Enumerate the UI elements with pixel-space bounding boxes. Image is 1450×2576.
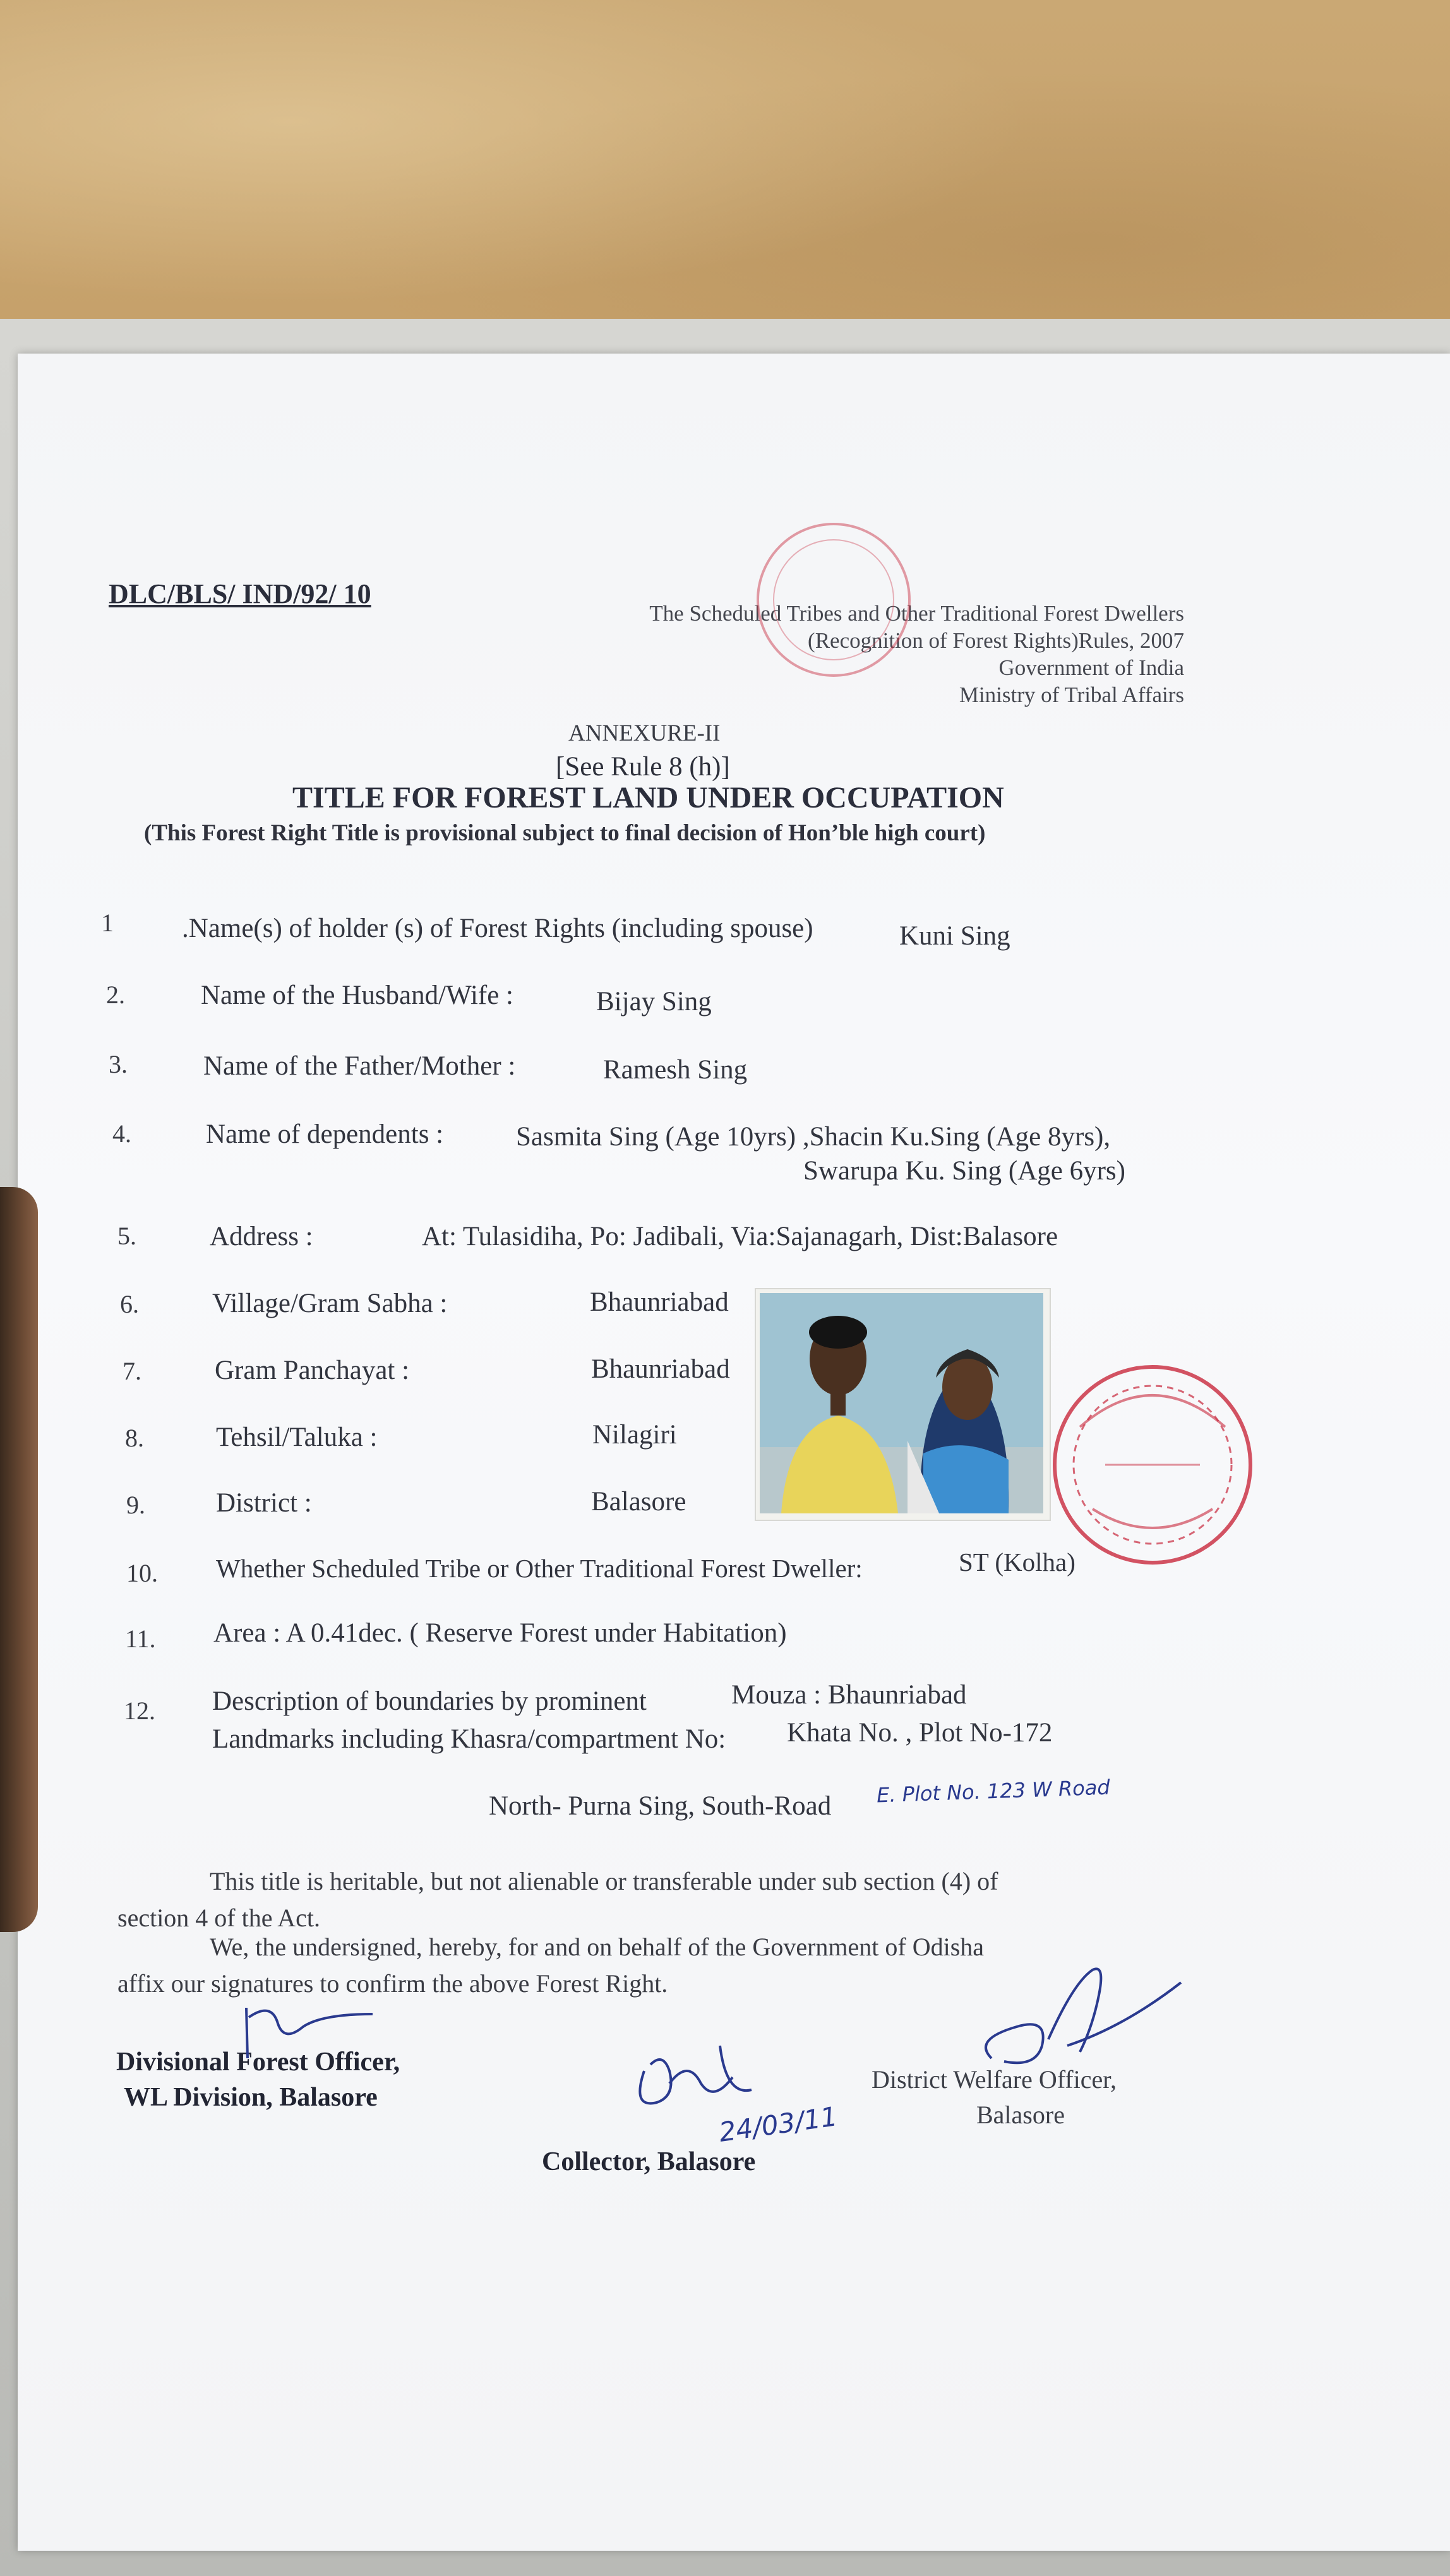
document-subtitle: (This Forest Right Title is provisional subject to final decision of Hon’ble high court) <box>144 820 986 846</box>
field-9-number: 9. <box>126 1491 145 1519</box>
field-7-value: Bhaunriabad <box>591 1354 730 1384</box>
field-1-label: .Name(s) of holder (s) of Forest Rights (including spouse) <box>182 914 813 943</box>
field-1-value: Kuni Sing <box>899 921 1010 951</box>
field-2-number: 2. <box>106 981 125 1009</box>
field-4-value: Sasmita Sing (Age 10yrs) ,Shacin Ku.Sing (Age 8yrs), <box>516 1122 1111 1152</box>
field-4-value-continued: Swarupa Ku. Sing (Age 6yrs) <box>803 1156 1125 1186</box>
dfo-signature <box>234 1989 385 2065</box>
field-12-label: Description of boundaries by prominent <box>212 1686 647 1716</box>
header-line-1: The Scheduled Tribes and Other Traditional Forest Dwellers <box>649 601 1184 626</box>
boundaries-text: North- Purna Sing, South-Road <box>489 1791 832 1821</box>
right-title-approved-stamp <box>1036 1339 1269 1591</box>
dwo-signature <box>966 1957 1194 2084</box>
field-9-label: District : <box>216 1488 312 1518</box>
see-rule-label: [See Rule 8 (h)] <box>556 752 730 782</box>
field-12-number: 12. <box>124 1696 155 1725</box>
field-2-value: Bijay Sing <box>596 987 712 1017</box>
field-10-label: Whether Scheduled Tribe or Other Traditional Forest Dweller: <box>216 1554 863 1583</box>
field-6-value: Bhaunriabad <box>590 1287 729 1317</box>
field-7-number: 7. <box>123 1357 141 1385</box>
field-12-label-continued: Landmarks including Khasra/compartment No: <box>212 1724 726 1754</box>
dwo-title: District Welfare Officer, <box>872 2065 1117 2094</box>
field-7-label: Gram Panchayat : <box>215 1356 410 1385</box>
field-8-value: Nilagiri <box>592 1420 677 1450</box>
field-11-number: 11. <box>125 1625 156 1653</box>
header-line-2: (Recognition of Forest Rights)Rules, 2007 <box>808 628 1184 653</box>
holder-photo <box>755 1288 1051 1521</box>
field-12-value-continued: Khata No. , Plot No-172 <box>787 1718 1053 1748</box>
dwo-location: Balasore <box>976 2101 1065 2129</box>
reference-number: DLC/BLS/ IND/92/ 10 <box>109 578 371 609</box>
undersigned-paragraph-line-2: affix our signatures to confirm the above Forest Right. <box>117 1969 668 1998</box>
header-line-4: Ministry of Tribal Affairs <box>959 683 1184 707</box>
field-10-number: 10. <box>126 1559 158 1587</box>
field-10-value: ST (Kolha) <box>959 1547 1076 1577</box>
field-6-label: Village/Gram Sabha : <box>212 1289 448 1318</box>
header-stamp <box>745 505 916 688</box>
field-9-value: Balasore <box>591 1487 686 1517</box>
field-5-value: At: Tulasidiha, Po: Jadibali, Via:Sajanagarh, Dist:Balasore <box>422 1222 1058 1251</box>
collector-title: Collector, Balasore <box>542 2147 756 2176</box>
field-3-number: 3. <box>109 1050 128 1078</box>
holding-hand <box>0 1187 38 1932</box>
field-3-label: Name of the Father/Mother : <box>203 1051 516 1081</box>
dfo-division: WL Division, Balasore <box>124 2083 378 2112</box>
dfo-title: Divisional Forest Officer, <box>116 2048 400 2077</box>
field-4-number: 4. <box>112 1119 131 1148</box>
document-title: TITLE FOR FOREST LAND UNDER OCCUPATION <box>292 781 1004 814</box>
field-1-number: 1 <box>101 909 114 937</box>
collector-signature <box>625 2033 770 2121</box>
undersigned-paragraph-line-1: We, the undersigned, hereby, for and on behalf of the Government of Odisha <box>210 1933 985 1961</box>
field-2-label: Name of the Husband/Wife : <box>201 981 514 1010</box>
field-12-value: Mouza : Bhaunriabad <box>731 1680 967 1710</box>
field-11-label: Area : A 0.41dec. ( Reserve Forest under Habitation) <box>213 1618 787 1648</box>
annexure-label: ANNEXURE-II <box>568 720 721 746</box>
field-5-number: 5. <box>117 1222 136 1250</box>
heritable-paragraph-line-2: section 4 of the Act. <box>117 1904 321 1932</box>
field-6-number: 6. <box>120 1290 139 1318</box>
field-4-label: Name of dependents : <box>206 1119 444 1149</box>
field-3-value: Ramesh Sing <box>603 1055 748 1085</box>
field-8-number: 8. <box>125 1424 144 1452</box>
header-line-3: Government of India <box>998 655 1184 680</box>
handwritten-date: 24/03/11 <box>717 2101 840 2148</box>
boundaries-handwritten: E. Plot No. 123 W Road <box>876 1775 1111 1808</box>
field-5-label: Address : <box>210 1222 313 1251</box>
field-8-label: Tehsil/Taluka : <box>216 1422 378 1452</box>
heritable-paragraph-line-1: This title is heritable, but not alienable or transferable under sub section (4) of <box>210 1867 998 1895</box>
